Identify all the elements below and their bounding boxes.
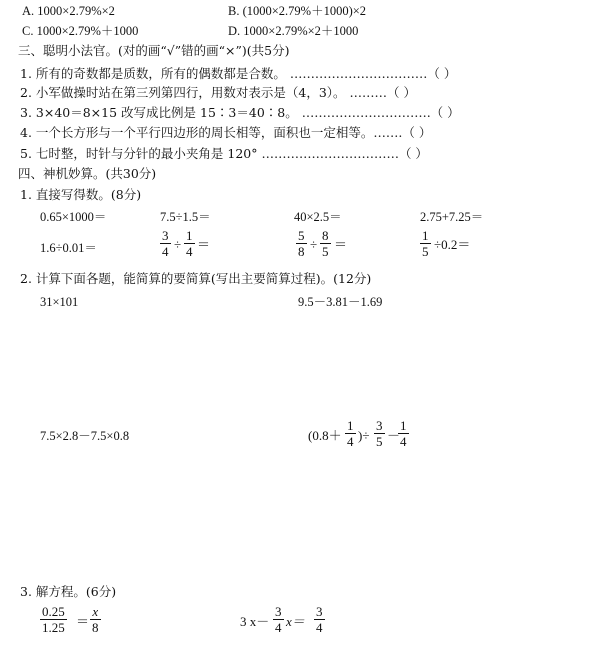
option-b: B. (1000×2.79%＋1000)×2 xyxy=(228,4,367,18)
calc-3: 40×2.5＝ xyxy=(294,210,342,224)
frac-a-op: ÷ xyxy=(174,237,182,252)
expr-1: 31×101 xyxy=(40,295,79,309)
calc-5: 1.6÷0.01＝ xyxy=(40,241,97,255)
frac-c-op: ÷0.2＝ xyxy=(434,237,471,252)
judge-item-1: 1. 所有的奇数都是质数，所有的偶数都是合数。 ……………………………（ ） xyxy=(20,66,457,81)
judge-item-4: 4. 一个长方形与一个平行四边形的周长相等，面积也一定相等。…….（ ） xyxy=(20,125,432,140)
expr-4-frac-2: 3 5 xyxy=(376,418,383,449)
option-d: D. 1000×2.79%×2＋1000 xyxy=(228,24,359,38)
frac-b-2: 8 5 xyxy=(322,228,329,259)
q1-title: 1. 直接写得数。(8分) xyxy=(20,187,142,202)
q2-title: 2. 计算下面各题，能简算的要简算(写出主要简算过程)。(12分) xyxy=(20,271,372,286)
equation-2-frac-1: 3 4 xyxy=(275,604,282,635)
expr-4-mid: )÷ xyxy=(358,428,370,443)
equation-2-pre: 3 x－ xyxy=(240,614,270,629)
frac-b-1: 5 8 xyxy=(298,228,305,259)
calc-1: 0.65×1000＝ xyxy=(40,210,107,224)
expr-4-frac-3: 1 4 xyxy=(400,418,407,449)
frac-a-1: 3 4 xyxy=(162,228,169,259)
equation-1-right: x 8 xyxy=(92,604,99,635)
calc-2: 7.5÷1.5＝ xyxy=(160,210,211,224)
judge-item-2: 2. 小军做操时站在第三列第四行，用数对表示是（4，3）。 ………（ ） xyxy=(20,85,417,100)
section4-title: 四、神机妙算。(共30分) xyxy=(18,166,157,181)
frac-c-1: 1 5 xyxy=(422,228,429,259)
section3-title: 三、聪明小法官。(对的画“√”错的画“×”)(共5分) xyxy=(18,43,290,58)
equation-2-x: x＝ xyxy=(286,614,305,629)
expr-3: 7.5×2.8－7.5×0.8 xyxy=(40,429,130,443)
equation-2-frac-2: 3 4 xyxy=(316,604,323,635)
calc-4: 2.75+7.25＝ xyxy=(420,210,484,224)
frac-b-op: ÷ xyxy=(310,237,318,252)
expr-4-minus: － xyxy=(387,428,401,443)
option-c: C. 1000×2.79%＋1000 xyxy=(22,24,139,38)
frac-a-eq: ＝ xyxy=(197,237,211,252)
q3-title: 3. 解方程。(6分) xyxy=(20,584,117,599)
expr-4-pre: (0.8＋ xyxy=(308,428,342,443)
equation-1-eq: ＝ xyxy=(76,614,90,629)
option-a: A. 1000×2.79%×2 xyxy=(22,4,115,18)
expr-4-frac-1: 1 4 xyxy=(347,418,354,449)
expr-2: 9.5－3.81－1.69 xyxy=(298,295,383,309)
judge-item-5: 5. 七时整，时针与分针的最小夹角是 120° ……………………………（ ） xyxy=(20,146,428,161)
frac-b-eq: ＝ xyxy=(334,237,348,252)
judge-item-3: 3. 3×40＝8×15 改写成比例是 15∶3＝40∶8。 ………………………….（ ） xyxy=(20,105,460,120)
equation-1-left: 0.25 1.25 xyxy=(42,604,65,635)
frac-a-2: 1 4 xyxy=(186,228,193,259)
